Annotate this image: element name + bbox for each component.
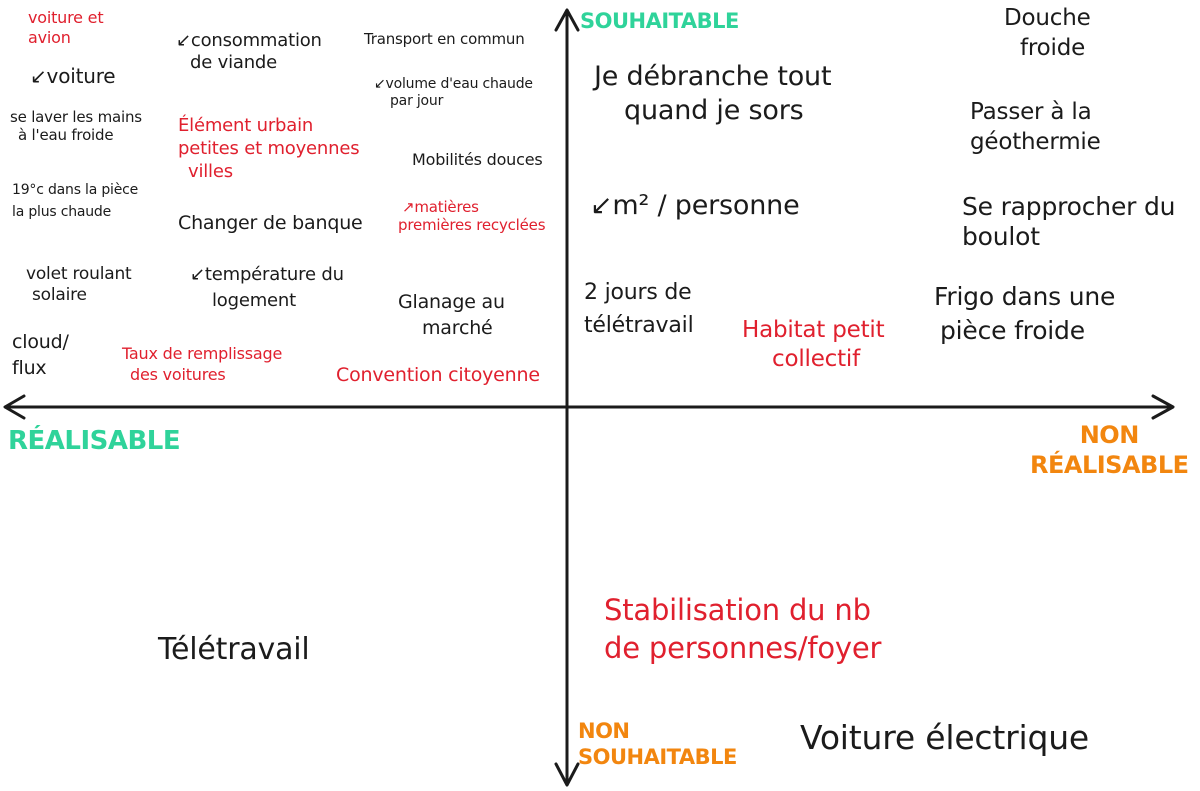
note-line: 2 jours de bbox=[584, 280, 692, 305]
note-line: à l'eau froide bbox=[18, 126, 114, 145]
axis-label-right-line: NON bbox=[1079, 421, 1139, 449]
note-line: cloud/ bbox=[12, 331, 69, 353]
note-line: de personnes/foyer bbox=[604, 630, 882, 665]
note-m2-personne bbox=[590, 190, 799, 223]
axis-label-top: SOUHAITABLE bbox=[580, 9, 739, 33]
note-line: Douche bbox=[1004, 5, 1091, 31]
note-line: Voiture électrique bbox=[800, 718, 1090, 757]
note-line: pièce froide bbox=[940, 315, 1085, 345]
note-cloud-flux bbox=[12, 330, 69, 381]
note-line: ↙voiture bbox=[30, 64, 116, 88]
note-line: de viande bbox=[190, 51, 278, 73]
note-line: se laver les mains bbox=[10, 108, 142, 126]
note-line: Se rapprocher du bbox=[962, 192, 1176, 221]
axis-label-left: RÉALISABLE bbox=[8, 426, 181, 456]
note-piece-chaude bbox=[12, 180, 138, 223]
note-teletravail-2j bbox=[584, 276, 694, 342]
note-glanage bbox=[398, 290, 505, 341]
note-line: Taux de remplissage bbox=[122, 344, 283, 363]
note-line: petites et moyennes bbox=[178, 138, 360, 160]
note-line: télétravail bbox=[584, 313, 694, 338]
note-changer-banque bbox=[178, 212, 363, 235]
note-volet-roulant bbox=[26, 264, 132, 305]
note-line: Élément urbain bbox=[178, 115, 314, 136]
note-line: géothermie bbox=[970, 128, 1101, 155]
axis-label-bottom bbox=[578, 718, 737, 771]
note-convention-citoyenne bbox=[336, 364, 540, 387]
note-douche-froide bbox=[1004, 4, 1091, 64]
note-line: Frigo dans une bbox=[934, 282, 1116, 311]
note-habitat-collectif bbox=[742, 316, 884, 374]
note-line: Mobilités douces bbox=[412, 150, 543, 169]
note-line: ↗matières bbox=[402, 198, 479, 216]
note-line: logement bbox=[212, 290, 296, 312]
note-line: solaire bbox=[32, 284, 87, 305]
note-line: collectif bbox=[772, 345, 860, 372]
note-mobilites-douces bbox=[412, 150, 543, 170]
note-matieres-recyclees bbox=[398, 198, 545, 235]
note-line: Je débranche tout bbox=[594, 61, 832, 92]
note-consommation-viande bbox=[176, 30, 322, 74]
note-line: Télétravail bbox=[158, 632, 310, 667]
note-line: ↙m² / personne bbox=[590, 190, 800, 221]
note-voiture-avion bbox=[28, 8, 103, 47]
note-line: 19°c dans la pièce bbox=[12, 182, 139, 198]
note-line: voiture et bbox=[28, 8, 104, 27]
note-element-urbain bbox=[178, 114, 359, 183]
note-line: ↙consommation bbox=[176, 30, 322, 51]
note-rapprocher-boulot bbox=[962, 192, 1175, 252]
note-geothermie bbox=[970, 98, 1101, 158]
note-line: Changer de banque bbox=[178, 212, 363, 234]
note-teletravail bbox=[158, 632, 310, 669]
note-frigo-piece bbox=[934, 280, 1115, 348]
note-line: avion bbox=[28, 27, 71, 47]
note-temperature-logement bbox=[190, 262, 344, 314]
note-line: boulot bbox=[962, 222, 1040, 251]
note-transport-commun bbox=[364, 30, 525, 48]
note-line: Stabilisation du nb bbox=[604, 593, 871, 627]
note-line: ↙volume d'eau chaude bbox=[374, 76, 533, 92]
note-voiture bbox=[30, 64, 115, 88]
axis-label-bottom-line: NON bbox=[578, 719, 630, 743]
note-eau-chaude bbox=[374, 76, 533, 110]
note-line: premières recyclées bbox=[398, 216, 546, 235]
note-laver-mains bbox=[10, 108, 142, 145]
note-line: villes bbox=[188, 161, 233, 183]
note-line: la plus chaude bbox=[12, 203, 112, 220]
note-line: Habitat petit bbox=[742, 317, 885, 343]
note-line: ↙température du bbox=[190, 264, 344, 285]
axis-label-bottom-line: SOUHAITABLE bbox=[578, 745, 737, 770]
note-stabilisation bbox=[604, 592, 881, 667]
note-line: des voitures bbox=[130, 364, 226, 384]
note-line: Passer à la bbox=[970, 99, 1092, 125]
axis-label-right bbox=[1030, 420, 1189, 480]
note-debranche bbox=[594, 60, 831, 128]
note-line: Transport en commun bbox=[364, 30, 525, 48]
note-voiture-electrique bbox=[800, 718, 1089, 758]
note-line: quand je sors bbox=[624, 94, 804, 126]
axis-label-right-line: RÉALISABLE bbox=[1030, 451, 1189, 479]
note-line: Glanage au bbox=[398, 291, 505, 313]
note-line: Convention citoyenne bbox=[336, 364, 540, 386]
note-line: flux bbox=[12, 356, 47, 379]
note-line: marché bbox=[422, 316, 493, 339]
note-line: volet roulant bbox=[26, 264, 132, 284]
note-line: froide bbox=[1020, 34, 1086, 61]
note-line: par jour bbox=[390, 93, 444, 110]
note-taux-remplissage bbox=[122, 344, 282, 386]
